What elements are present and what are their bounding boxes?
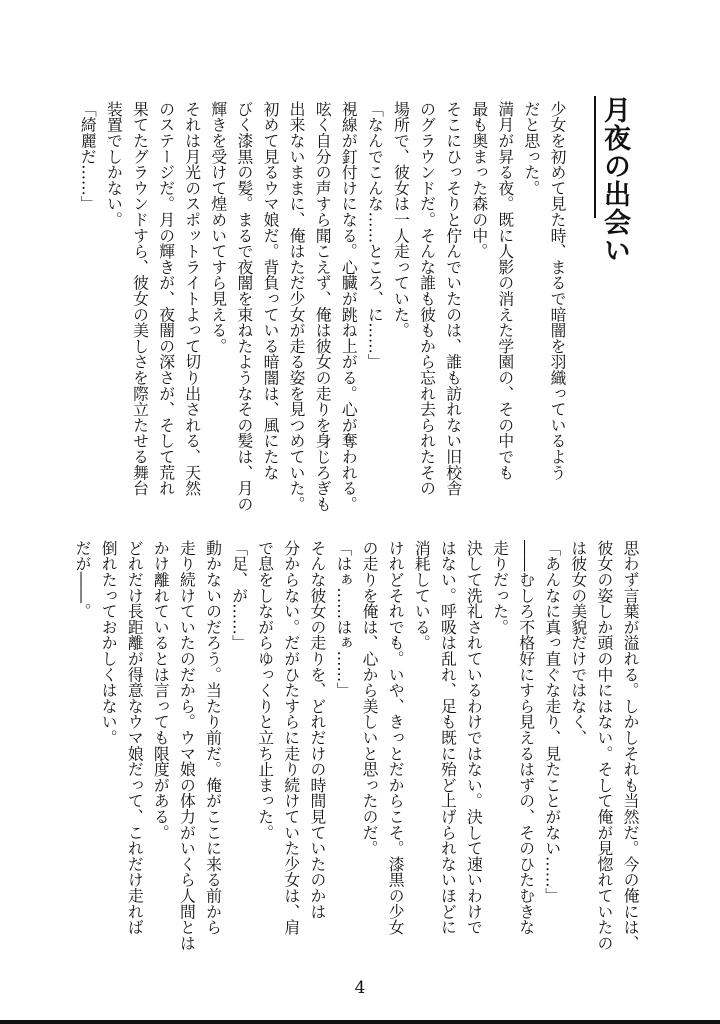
text-line: 最も奥まった森の中。 bbox=[469, 101, 489, 259]
text-line: 動かないのだろう。当たり前だ。俺がここに来る前から bbox=[203, 540, 223, 935]
text-line: 呟く自分の声すら聞こえず、俺は彼女の走りを身じろぎも bbox=[313, 101, 333, 512]
page-number: 4 bbox=[354, 978, 366, 998]
text-line: かけ離れているとは言っても限度がある。 bbox=[151, 540, 171, 841]
text-line: 彼女の姿しか頭の中にはない。そして俺が見惚れていたの bbox=[594, 540, 614, 951]
text-line: 「足、が……」 bbox=[229, 540, 249, 651]
text-line: だが――。 bbox=[73, 540, 93, 619]
text-line: で息をしながらゆっくりと立ち止まった。 bbox=[255, 540, 275, 841]
text-line: 走り続けていたのだから。ウマ娘の体力がいくら人間とは bbox=[177, 540, 197, 951]
text-line: どれだけ長距離が得意なウマ娘だって、これだけ走れば bbox=[125, 540, 145, 935]
chapter-title: 月夜の出会い bbox=[599, 96, 630, 264]
text-line: 満月が昇る夜。既に人影の消えた学園の、その中でも bbox=[495, 101, 515, 481]
text-line: 「綺麗だ……」 bbox=[78, 101, 98, 212]
text-line: は彼女の美貌だけではなく、 bbox=[568, 540, 588, 746]
text-line: 出来ないままに、俺はただ少女が走る姿を見つめていた。 bbox=[287, 101, 307, 512]
text-line: はない。呼吸は乱れ、足も既に殆ど上げられないほどに bbox=[438, 540, 458, 935]
text-line: 走りだった。 bbox=[490, 540, 510, 635]
text-line: 視線が釘付けになる。心臓が跳ね上がる。心が奪われる。 bbox=[339, 101, 359, 512]
text-line: そこにひっそりと佇んでいたのは、誰も訪れない旧校舎 bbox=[443, 101, 463, 496]
text-line: 「なんでこんな……ところ、に……」 bbox=[365, 101, 385, 370]
title-rule bbox=[594, 96, 596, 218]
text-line: ――むしろ不格好にすら見えるはずの、そのひたむきな bbox=[516, 540, 536, 935]
text-line: 少女を初めて見た時、まるで暗闇を羽織っているよう bbox=[548, 101, 567, 481]
text-line: だと思った。 bbox=[521, 101, 541, 196]
text-line: 輝きを受けて煌めいてすら見える。 bbox=[208, 101, 228, 354]
text-line: びく漆黒の髪。まるで夜闇を束ねたようなその髪は、月の bbox=[234, 101, 254, 512]
text-line: けれどそれでも。いや、きっとだからこそ。漆黒の少女 bbox=[386, 540, 406, 935]
text-line: 「はぁ……はぁ……」 bbox=[333, 540, 353, 698]
text-line: の走りを俺は、心から美しいと思ったのだ。 bbox=[360, 540, 380, 856]
text-line: のグラウンドだ。そんな誰も彼もから忘れ去られたその bbox=[417, 101, 437, 496]
text-line: 思わず言葉が溢れる。しかしそれも当然だ。今の俺には、 bbox=[621, 540, 640, 951]
text-line: 分からない。だがひたすらに走り続けていた少女は、肩 bbox=[281, 540, 301, 935]
text-line: 倒れたっておかしくはない。 bbox=[99, 540, 119, 746]
text-line: 初めて見るウマ娘だ。背負っている暗闇は、風にたな bbox=[260, 101, 280, 481]
text-line: 装置でしかない。 bbox=[104, 101, 124, 228]
text-line: それは月光のスポットライトよって切り出される、天然 bbox=[182, 101, 202, 496]
text-line: 場所で、彼女は一人走っていた。 bbox=[391, 101, 411, 338]
upper-text-block bbox=[74, 101, 570, 512]
text-line: 果てたグラウンドすら、彼女の美しさを際立たせる舞台 bbox=[130, 101, 150, 496]
text-line: 決して洗礼されているわけではない。決して速いわけで bbox=[464, 540, 484, 935]
text-line: 消耗している。 bbox=[412, 540, 432, 651]
text-line: のステージだ。月の輝きが、夜闇の深さが、そして荒れ bbox=[156, 101, 176, 496]
text-line: 「あんなに真っ直ぐな走り、見たことがない……」 bbox=[542, 540, 562, 904]
text-line: そんな彼女の走りを、どれだけの時間見ていたのかは bbox=[307, 540, 327, 920]
lower-text-block bbox=[69, 540, 643, 960]
bottom-rule bbox=[0, 1020, 720, 1024]
